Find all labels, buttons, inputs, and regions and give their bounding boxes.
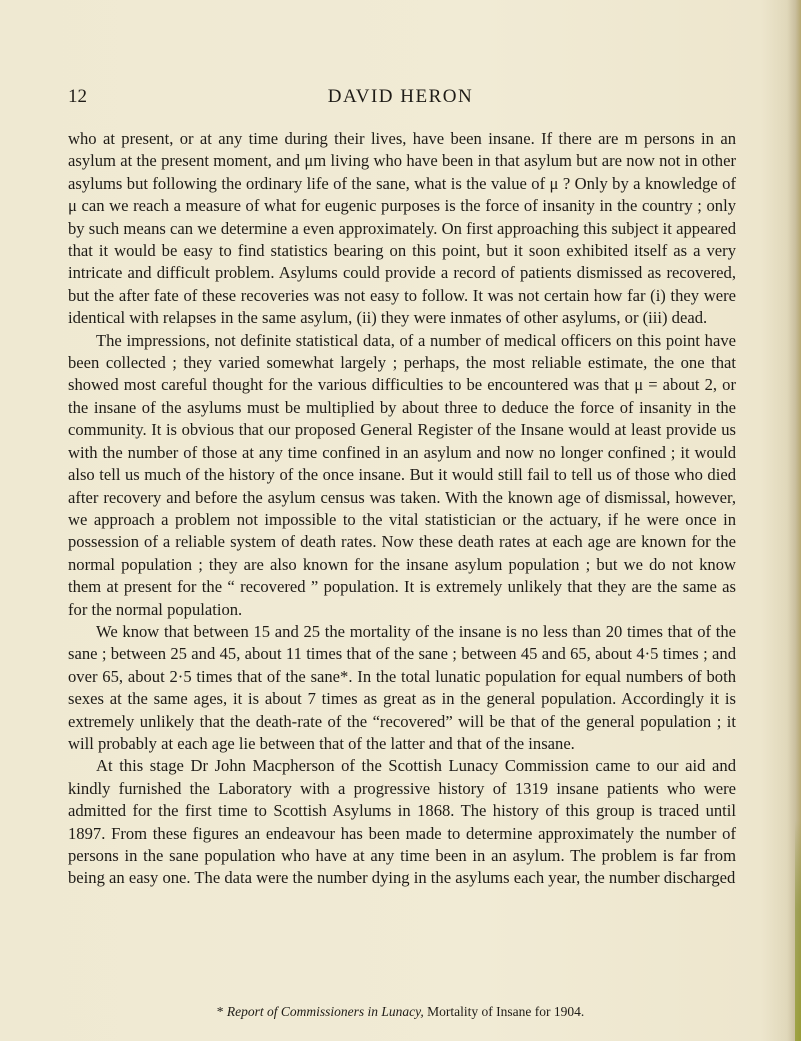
footnote-marker: * [216,1004,227,1019]
paragraph-3: We know that between 15 and 25 the mortality of the insane is no less than 20 times that of the sane ; between 25 and 45, about 11 times that of the sane ; between 45 and 65, about 4·5 times ; and over 65, about 2·5 times that of the sane*. In the total lunatic population for equal numbers of both sexes at the same ages, it is about 7 times as great as in the general population. Accordingly it is extremely unlikely that the death-rate of the “recovered” will be that of the general population ; it will probably at each age lie between that of the latter and that of the insane. [68,621,736,753]
page-header [0,86,801,112]
page-number: 12 [68,86,87,107]
footnote-title: Report of Commissioners in Lunacy, [226,1004,424,1019]
running-head: DAVID HERON [327,86,474,107]
paragraph-2: The impressions, not definite statistical data, of a number of medical officers on this point have been collected ; they varied somewhat largely ; perhaps, the most reliable estimate, the one that showed most careful thought for the various difficulties to be encountered was that μ = about 2, or the insane of the asylums must be multiplied by about three to deduce the force of insanity in the community. It is obvious that our proposed General Register of the Insane would at least provide us with the number of those at any time confined in an asylum and now no longer confined ; it would also tell us much of the history of the once insane. But it would still fail to tell us of those who died after recovery and before the asylum census was taken. With the known age of dismissal, however, we approach a problem not impossible to the vital statistician or the actuary, if he were once in possession of a reliable system of death rates. Now these death rates at each age are known for the normal population ; they are also known for the insane asylum population ; but we do not know them at present for the “ recovered ” population. It is extremely unlikely that they are the same as for the normal population. [68,330,736,619]
paragraph-1: who at present, or at any time during their lives, have been insane. If there are m persons in an asylum at the present moment, and μm living who have been in that asylum but are now not in other asylums but following the ordinary life of the sane, what is the value of μ ? Only by a knowledge of μ can we reach a measure of what for eugenic purposes is the force of insanity in the country ; only by such means can we determine a even approximately. On first approaching this subject it appeared that it would be easy to find statistics bearing on this point, but it soon exhibited itself as a very intricate and difficult problem. Asylums could provide a record of patients dismissed as recovered, but the after fate of these recoveries was not easy to follow. It was not certain how far (i) they were identical with relapses in the same asylum, (ii) they were inmates of other asylums, or (iii) dead. [68,129,736,328]
footnote-rest: Mortality of Insane for 1904. [423,1004,585,1019]
paragraph-4: At this stage Dr John Macpherson of the Scottish Lunacy Commission came to our aid and kindly furnished the Laboratory with a progressive history of 1319 insane patients who were admitted for the first time to Scottish Asylums in 1868. The history of this group is traced until 1897. From these figures an endeavour has been made to determine approximately the number of persons in the sane population who have at any time been in an asylum. The problem is far from being an easy one. The data were the number dying in the asylums each year, the number discharged [68,756,736,888]
body-text [68,128,736,890]
footnote [0,1004,801,1020]
